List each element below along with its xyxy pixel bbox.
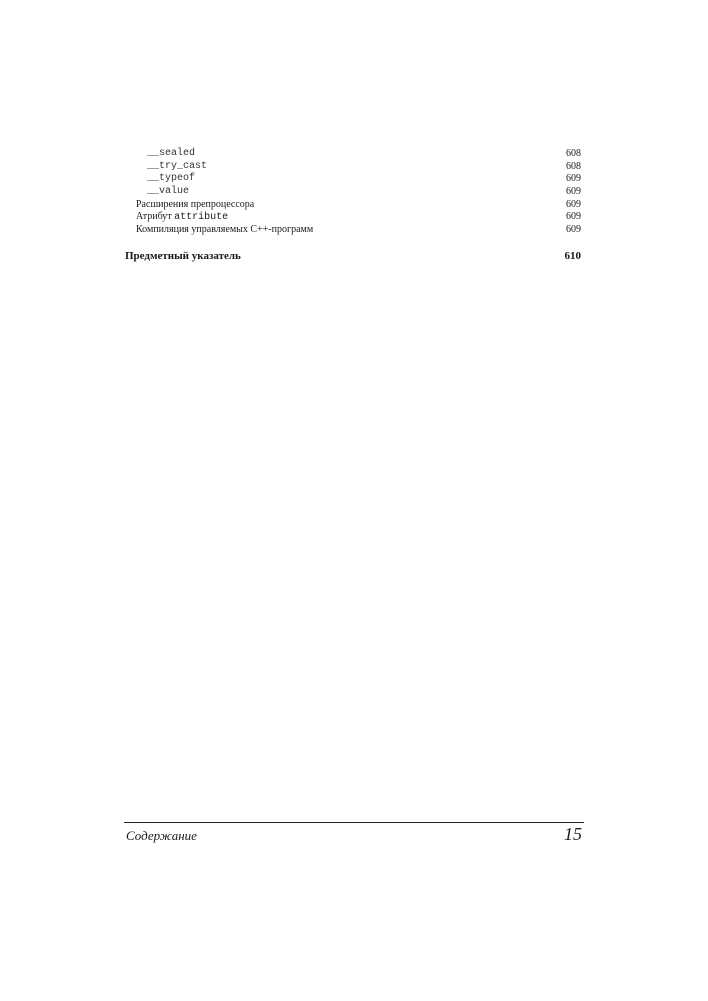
footer-section-title: Содержание bbox=[126, 828, 197, 843]
toc-entry-page: 609 bbox=[566, 186, 581, 198]
toc-entry-page: 609 bbox=[566, 198, 581, 210]
table-of-contents bbox=[125, 148, 581, 237]
toc-entry-title: __try_cast bbox=[147, 160, 208, 172]
toc-entry bbox=[125, 211, 581, 224]
page-footer bbox=[124, 824, 584, 848]
toc-entry-title: __sealed bbox=[147, 148, 196, 159]
toc-chapter-page: 610 bbox=[564, 250, 581, 262]
toc-entry-page: 609 bbox=[566, 173, 581, 185]
toc-entry-title: Расширения препроцессора bbox=[136, 198, 255, 210]
toc-entry-page: 609 bbox=[566, 224, 581, 236]
toc-entry bbox=[125, 161, 581, 174]
toc-entry bbox=[125, 199, 581, 212]
toc-entry-title: __typeof bbox=[147, 173, 196, 185]
toc-entry bbox=[125, 173, 581, 186]
toc-entry bbox=[125, 186, 581, 199]
toc-entry-title bbox=[136, 211, 228, 225]
toc-entry-page: 608 bbox=[566, 160, 581, 172]
toc-entry-page: 608 bbox=[566, 148, 581, 159]
footer-divider bbox=[124, 822, 584, 823]
toc-entry-title-code: attribute bbox=[174, 212, 229, 224]
toc-entry-title: Компиляция управляемых C++-программ bbox=[136, 224, 314, 236]
toc-chapter-entry bbox=[125, 248, 581, 264]
toc-entry-title-prefix: Атрибут bbox=[136, 211, 175, 223]
toc-entry bbox=[125, 224, 581, 237]
toc-chapter-title: Предметный указатель bbox=[125, 250, 241, 262]
toc-entry bbox=[125, 148, 581, 161]
footer-page-number: 15 bbox=[564, 824, 582, 844]
toc-entry-page: 609 bbox=[566, 211, 581, 223]
toc-entry-title: __value bbox=[147, 186, 190, 198]
